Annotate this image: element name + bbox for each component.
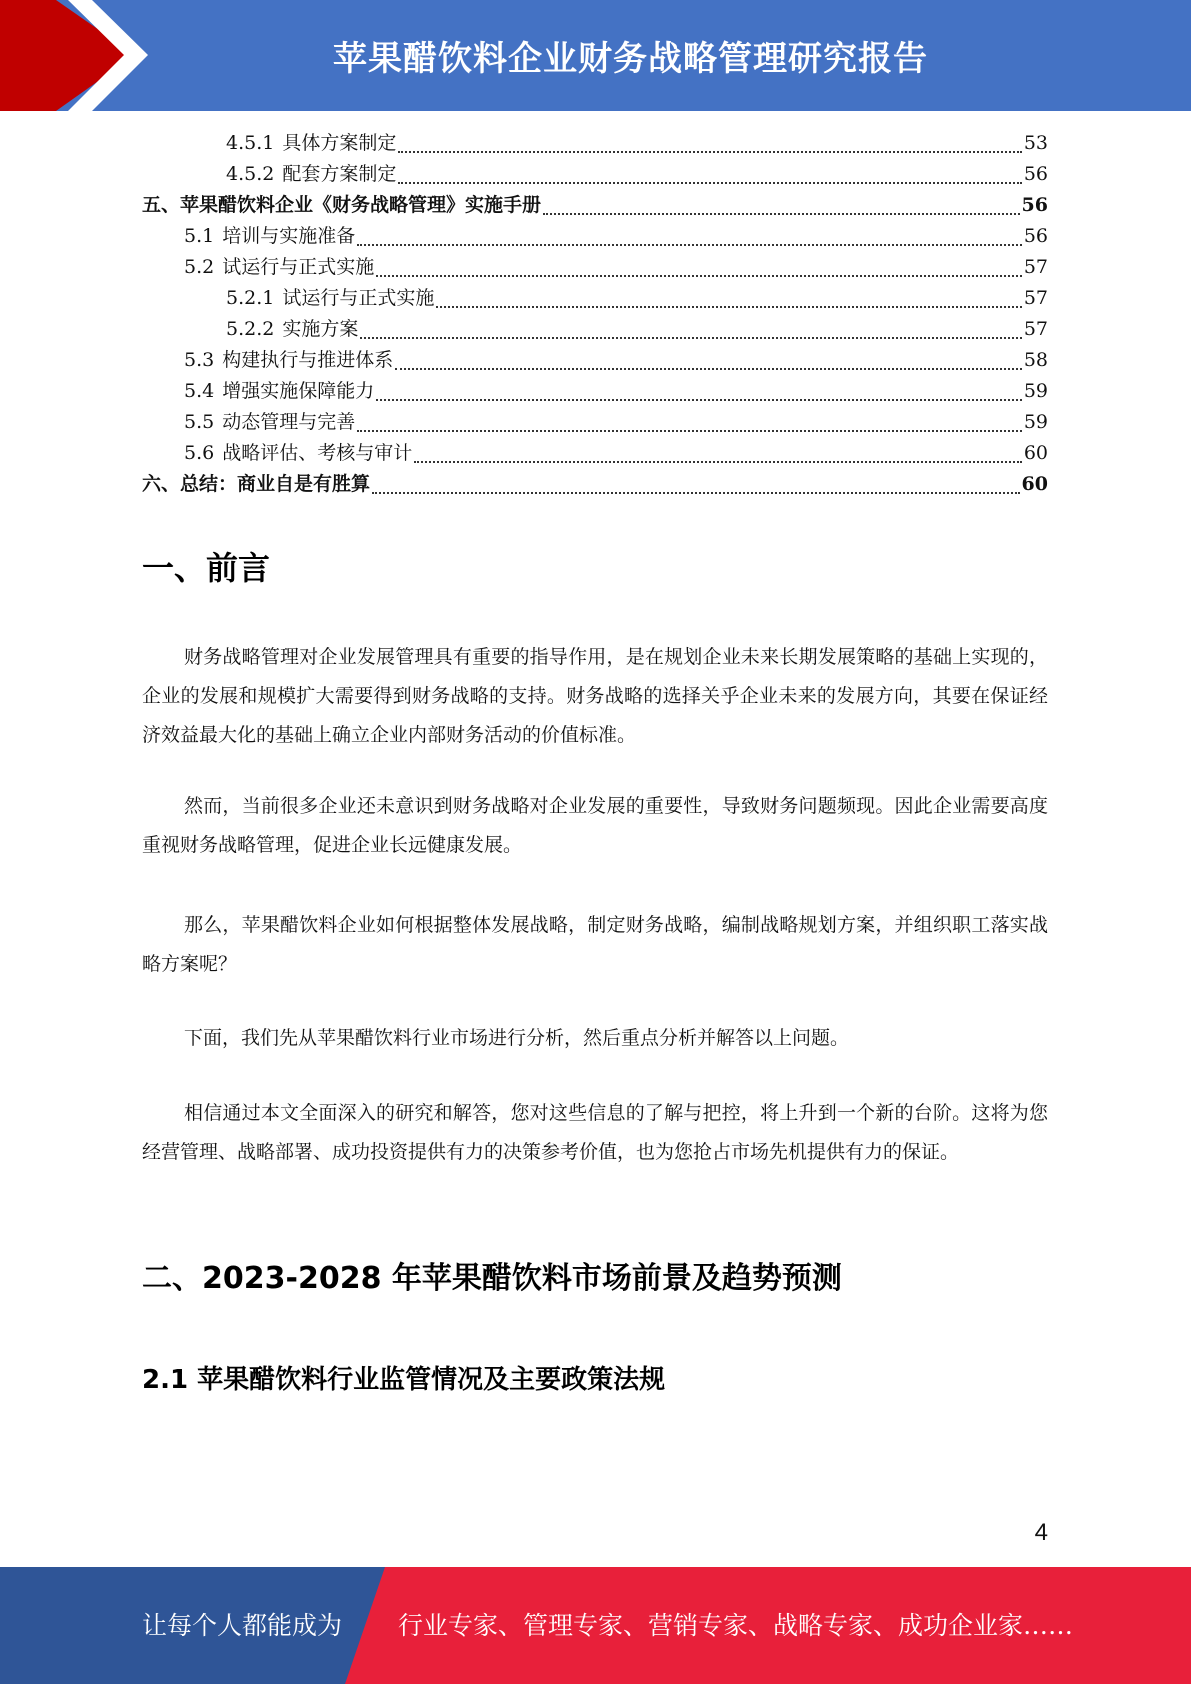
toc-entry-number: 5.4 [184,380,215,402]
toc-entry-page: 60 [1023,442,1048,464]
toc-entry-label: 试运行与正式实施 [282,287,435,309]
toc-entry-page: 56 [1023,225,1048,247]
toc-entry-label: 增强实施保障能力 [222,380,375,402]
toc-entry-label: 战略评估、考核与审计 [222,442,413,464]
toc-entry-page: 56 [1023,163,1048,185]
toc-entry-page: 59 [1023,380,1048,402]
paragraph: 下面，我们先从苹果醋饮料行业市场进行分析，然后重点分析并解答以上问题。 [184,1027,850,1049]
toc-entry-page: 57 [1023,318,1048,340]
toc-entry-page: 59 [1023,411,1048,433]
toc-entry[interactable] [142,407,1048,438]
toc-entry-page: 57 [1023,256,1048,278]
toc-entry-page: 60 [1021,473,1048,495]
toc-entry-number: 5.2.2 [226,318,275,340]
toc-entry[interactable] [142,314,1048,345]
toc-dot-leader [398,151,1021,153]
toc-entry[interactable] [142,221,1048,252]
paragraph: 然而，当前很多企业还未意识到财务战略对企业发展的重要性，导致财务问题频现。因此企业需要高度重视财务战略管理，促进企业长远健康发展。 [142,795,1048,856]
toc-entry-label: 具体方案制定 [282,132,397,154]
toc-entry-label: 实施方案 [282,318,359,340]
toc-entry[interactable] [142,159,1048,190]
toc-entry-number: 5.6 [184,442,215,464]
page-footer [0,1567,1191,1684]
subsection-heading: 2.1 苹果醋饮料行业监管情况及主要政策法规 [142,1365,666,1395]
paragraph: 相信通过本文全面深入的研究和解答，您对这些信息的了解与把控，将上升到一个新的台阶。这将为您经营管理、战略部署、成功投资提供有力的决策参考价值，也为您抢占市场先机提供有力的保证。 [142,1102,1048,1163]
toc-entry-label: 构建执行与推进体系 [222,349,394,371]
toc-entry-label: 六、总结：商业自是有胜算 [142,473,371,495]
toc-entry-page: 56 [1021,194,1048,216]
toc-entry[interactable] [142,438,1048,469]
toc-entry-number: 5.2 [184,256,215,278]
toc-dot-leader [376,399,1022,401]
toc-entry-label: 试运行与正式实施 [222,256,375,278]
toc-entry[interactable] [142,128,1048,159]
toc-dot-leader [357,244,1022,246]
toc-entry-number: 4.5.2 [226,163,275,185]
toc-dot-leader [376,275,1022,277]
toc-entry[interactable] [142,252,1048,283]
toc-dot-leader [414,461,1022,463]
toc-entry-number: 5.3 [184,349,215,371]
section-heading-preface: 一、前言 [142,549,271,587]
toc-entry-label: 培训与实施准备 [222,225,356,247]
section-heading-market-outlook: 二、2023-2028 年苹果醋饮料市场前景及趋势预测 [142,1261,842,1296]
toc-dot-leader [543,213,1020,215]
toc-entry[interactable] [142,469,1048,500]
toc-dot-leader [395,368,1022,370]
page-number: 4 [1034,1519,1048,1546]
toc-entry-number: 4.5.1 [226,132,275,154]
table-of-contents [142,128,1048,500]
toc-dot-leader [357,430,1022,432]
toc-dot-leader [360,337,1021,339]
paragraph: 财务战略管理对企业发展管理具有重要的指导作用，是在规划企业未来长期发展策略的基础上实现的，企业的发展和规模扩大需要得到财务战略的支持。财务战略的选择关乎企业未来的发展方向，其要在保证经济效益最大化的基础上确立企业内部财务活动的价值标准。 [142,646,1048,746]
toc-entry-page: 53 [1023,132,1048,154]
report-title: 苹果醋饮料企业财务战略管理研究报告 [333,39,928,79]
toc-entry-number: 5.5 [184,411,215,433]
toc-entry[interactable] [142,345,1048,376]
toc-entry-label: 配套方案制定 [282,163,397,185]
toc-entry-label: 五、苹果醋饮料企业《财务战略管理》实施手册 [142,194,542,216]
toc-dot-leader [398,182,1021,184]
footer-slogan-right: 行业专家、管理专家、营销专家、战略专家、成功企业家…… [398,1611,1074,1640]
toc-entry-label: 动态管理与完善 [222,411,356,433]
footer-slogan-left: 让每个人都能成为 [142,1611,343,1640]
header-chevron-decoration [0,0,200,111]
toc-entry-number: 5.2.1 [226,287,275,309]
toc-dot-leader [372,492,1020,494]
toc-entry[interactable] [142,376,1048,407]
page-header [0,0,1191,111]
paragraph: 那么，苹果醋饮料企业如何根据整体发展战略，制定财务战略，编制战略规划方案，并组织职工落实战略方案呢？ [142,914,1048,975]
toc-entry-page: 57 [1023,287,1048,309]
toc-entry[interactable] [142,190,1048,221]
toc-entry-number: 5.1 [184,225,215,247]
toc-entry[interactable] [142,283,1048,314]
toc-dot-leader [436,306,1021,308]
toc-entry-page: 58 [1023,349,1048,371]
